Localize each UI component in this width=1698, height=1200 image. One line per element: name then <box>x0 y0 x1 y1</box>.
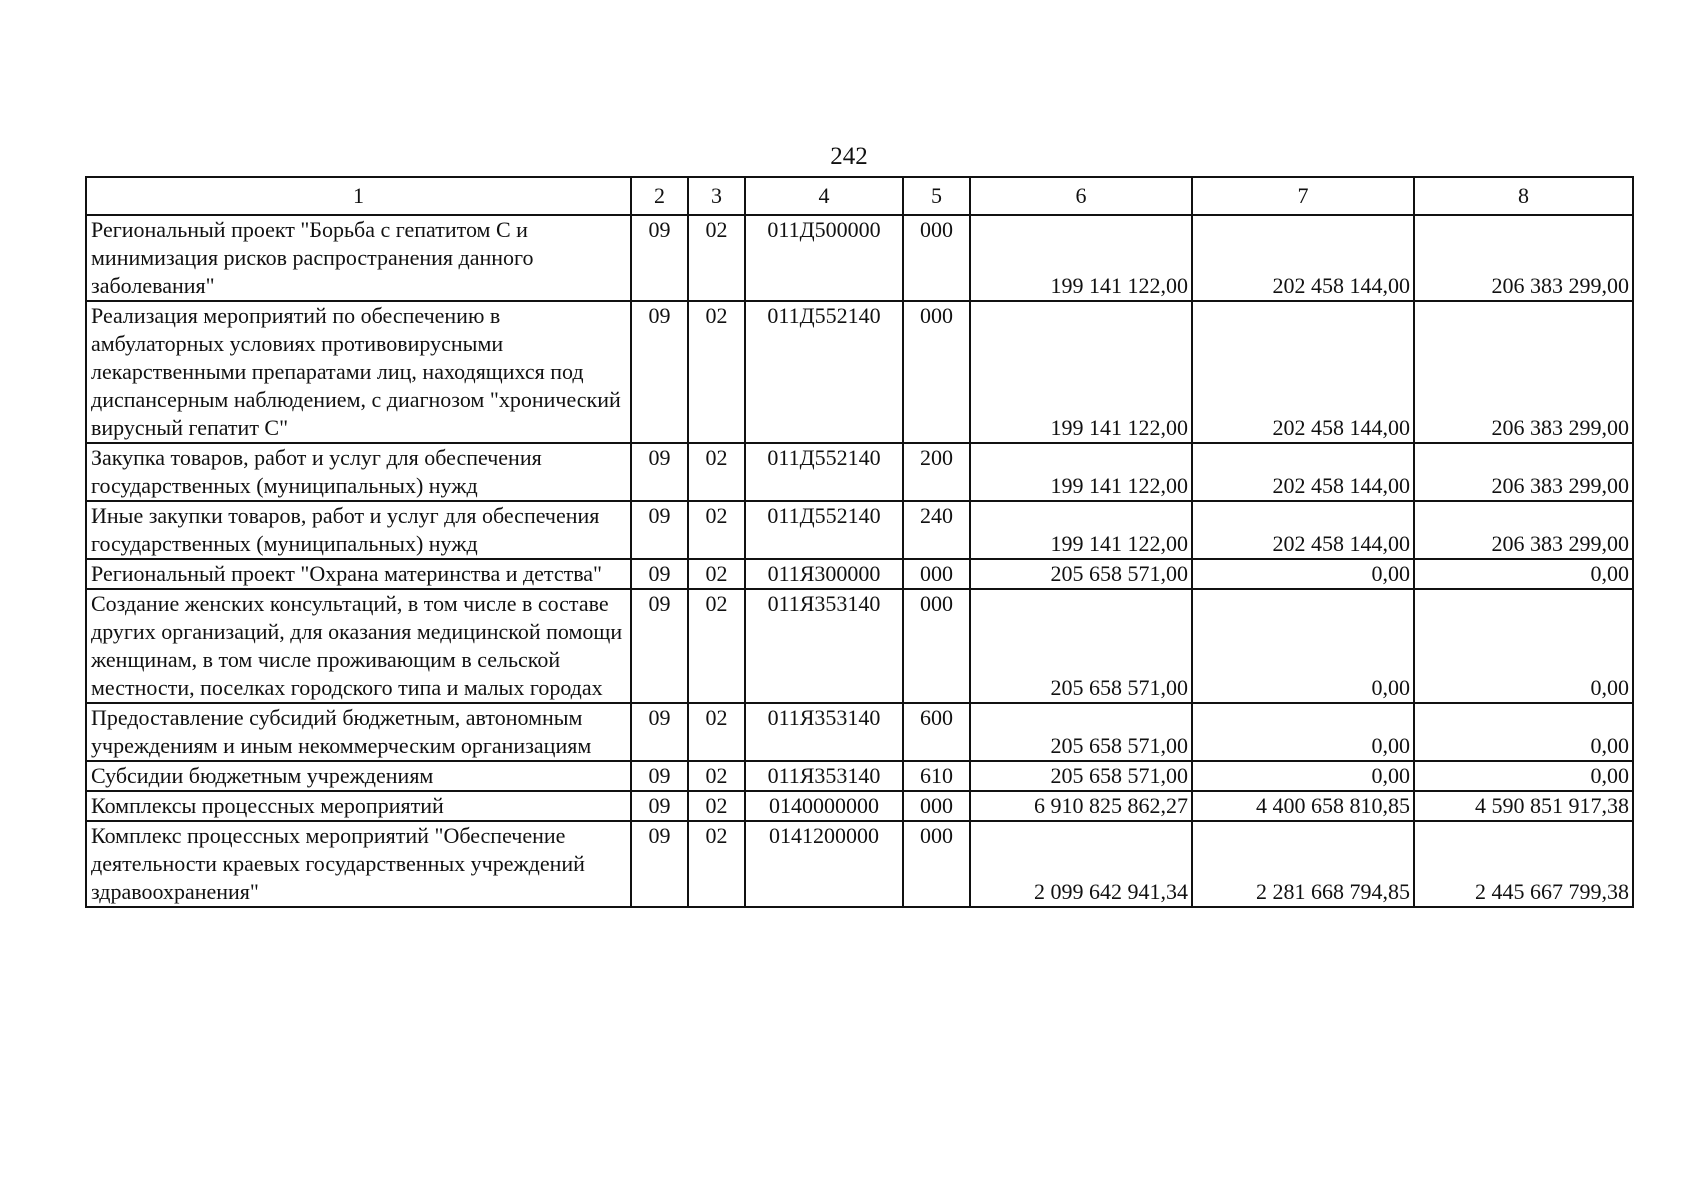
row-amount-7: 0,00 <box>1192 703 1414 761</box>
row-subsection: 02 <box>688 301 745 443</box>
col-header-1: 1 <box>86 177 631 215</box>
table-row <box>86 215 1633 301</box>
row-name: Реализация мероприятий по обеспечению в амбулаторных условиях противовирусными лекарственными препаратами лиц, находящихся под диспансерным наблюдением, с диагнозом "хронический вирусный гепатит С" <box>86 301 631 443</box>
row-expense-type: 000 <box>903 821 970 907</box>
table-row <box>86 589 1633 703</box>
row-target-code: 011Я353140 <box>745 761 903 791</box>
row-name: Предоставление субсидий бюджетным, автономным учреждениям и иным некоммерческим организациям <box>86 703 631 761</box>
col-header-7: 7 <box>1192 177 1414 215</box>
row-target-code: 011Д552140 <box>745 443 903 501</box>
row-amount-6: 199 141 122,00 <box>970 301 1192 443</box>
row-expense-type: 000 <box>903 791 970 821</box>
row-name: Субсидии бюджетным учреждениям <box>86 761 631 791</box>
col-header-4: 4 <box>745 177 903 215</box>
table-row <box>86 443 1633 501</box>
row-subsection: 02 <box>688 589 745 703</box>
col-header-6: 6 <box>970 177 1192 215</box>
row-amount-8: 206 383 299,00 <box>1414 215 1633 301</box>
row-expense-type: 600 <box>903 703 970 761</box>
row-subsection: 02 <box>688 791 745 821</box>
row-expense-type: 200 <box>903 443 970 501</box>
row-target-code: 011Я300000 <box>745 559 903 589</box>
row-section: 09 <box>631 559 688 589</box>
row-amount-7: 0,00 <box>1192 589 1414 703</box>
row-amount-6: 199 141 122,00 <box>970 443 1192 501</box>
table-row <box>86 703 1633 761</box>
row-amount-7: 202 458 144,00 <box>1192 215 1414 301</box>
col-header-2: 2 <box>631 177 688 215</box>
row-target-code: 011Д552140 <box>745 301 903 443</box>
row-amount-7: 202 458 144,00 <box>1192 443 1414 501</box>
row-name: Региональный проект "Борьба с гепатитом С и минимизация рисков распространения данного заболевания" <box>86 215 631 301</box>
table-row <box>86 301 1633 443</box>
row-amount-6: 2 099 642 941,34 <box>970 821 1192 907</box>
row-amount-7: 0,00 <box>1192 761 1414 791</box>
table-header-row <box>86 177 1633 215</box>
row-amount-8: 0,00 <box>1414 761 1633 791</box>
row-subsection: 02 <box>688 821 745 907</box>
row-section: 09 <box>631 301 688 443</box>
row-amount-6: 6 910 825 862,27 <box>970 791 1192 821</box>
row-subsection: 02 <box>688 559 745 589</box>
row-amount-8: 0,00 <box>1414 589 1633 703</box>
row-amount-6: 199 141 122,00 <box>970 215 1192 301</box>
row-amount-6: 205 658 571,00 <box>970 589 1192 703</box>
row-amount-6: 205 658 571,00 <box>970 761 1192 791</box>
row-amount-8: 4 590 851 917,38 <box>1414 791 1633 821</box>
row-name: Закупка товаров, работ и услуг для обеспечения государственных (муниципальных) нужд <box>86 443 631 501</box>
row-target-code: 011Я353140 <box>745 589 903 703</box>
row-subsection: 02 <box>688 761 745 791</box>
row-target-code: 0141200000 <box>745 821 903 907</box>
row-amount-7: 202 458 144,00 <box>1192 501 1414 559</box>
row-subsection: 02 <box>688 215 745 301</box>
page-number: 242 <box>830 143 868 170</box>
row-name: Региональный проект "Охрана материнства и детства" <box>86 559 631 589</box>
row-amount-6: 205 658 571,00 <box>970 559 1192 589</box>
table-row <box>86 501 1633 559</box>
row-section: 09 <box>631 589 688 703</box>
row-amount-6: 205 658 571,00 <box>970 703 1192 761</box>
row-subsection: 02 <box>688 501 745 559</box>
row-name: Создание женских консультаций, в том числе в составе других организаций, для оказания медицинской помощи женщинам, в том числе проживающим в сельской местности, поселках городского типа и малых городах <box>86 589 631 703</box>
row-name: Комплексы процессных мероприятий <box>86 791 631 821</box>
col-header-3: 3 <box>688 177 745 215</box>
row-name: Комплекс процессных мероприятий "Обеспечение деятельности краевых государственных учреждений здравоохранения" <box>86 821 631 907</box>
row-target-code: 011Д500000 <box>745 215 903 301</box>
row-amount-8: 206 383 299,00 <box>1414 443 1633 501</box>
row-section: 09 <box>631 703 688 761</box>
row-section: 09 <box>631 501 688 559</box>
col-header-5: 5 <box>903 177 970 215</box>
row-amount-8: 0,00 <box>1414 703 1633 761</box>
table-row <box>86 821 1633 907</box>
row-expense-type: 610 <box>903 761 970 791</box>
row-amount-7: 202 458 144,00 <box>1192 301 1414 443</box>
table-row <box>86 791 1633 821</box>
row-expense-type: 240 <box>903 501 970 559</box>
row-amount-7: 2 281 668 794,85 <box>1192 821 1414 907</box>
row-target-code: 0140000000 <box>745 791 903 821</box>
row-section: 09 <box>631 761 688 791</box>
col-header-8: 8 <box>1414 177 1633 215</box>
row-amount-6: 199 141 122,00 <box>970 501 1192 559</box>
row-target-code: 011Я353140 <box>745 703 903 761</box>
row-subsection: 02 <box>688 443 745 501</box>
row-section: 09 <box>631 821 688 907</box>
row-subsection: 02 <box>688 703 745 761</box>
row-amount-7: 4 400 658 810,85 <box>1192 791 1414 821</box>
row-target-code: 011Д552140 <box>745 501 903 559</box>
budget-table <box>85 176 1634 908</box>
row-expense-type: 000 <box>903 301 970 443</box>
row-amount-8: 206 383 299,00 <box>1414 501 1633 559</box>
row-section: 09 <box>631 215 688 301</box>
row-section: 09 <box>631 791 688 821</box>
row-section: 09 <box>631 443 688 501</box>
row-expense-type: 000 <box>903 559 970 589</box>
table-row <box>86 559 1633 589</box>
row-expense-type: 000 <box>903 215 970 301</box>
row-amount-7: 0,00 <box>1192 559 1414 589</box>
table-row <box>86 761 1633 791</box>
row-amount-8: 206 383 299,00 <box>1414 301 1633 443</box>
row-amount-8: 0,00 <box>1414 559 1633 589</box>
row-expense-type: 000 <box>903 589 970 703</box>
row-amount-8: 2 445 667 799,38 <box>1414 821 1633 907</box>
row-name: Иные закупки товаров, работ и услуг для обеспечения государственных (муниципальных) нужд <box>86 501 631 559</box>
